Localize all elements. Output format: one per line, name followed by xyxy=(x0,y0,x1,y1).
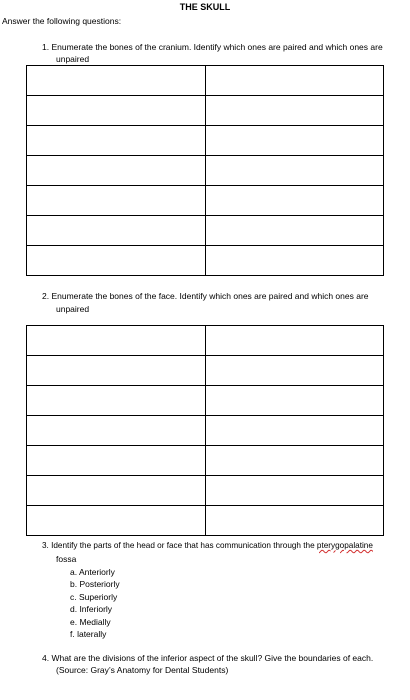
option-item: a. Anteriorly xyxy=(70,567,115,577)
answer-table-2 xyxy=(26,325,384,536)
table-cell[interactable] xyxy=(205,216,384,246)
option-item: e. Medially xyxy=(70,617,111,627)
table-cell[interactable] xyxy=(27,66,206,96)
table-cell[interactable] xyxy=(27,356,206,386)
table-row xyxy=(27,446,384,476)
option-item: b. Posteriorly xyxy=(70,579,120,589)
table-cell[interactable] xyxy=(27,246,206,276)
table-cell[interactable] xyxy=(27,386,206,416)
table-cell[interactable] xyxy=(205,156,384,186)
question-2-text-cont: unpaired xyxy=(56,304,90,314)
table-cell[interactable] xyxy=(205,386,384,416)
table-cell[interactable] xyxy=(27,156,206,186)
table-row xyxy=(27,356,384,386)
instructions: Answer the following questions: xyxy=(2,16,122,26)
table-row xyxy=(27,66,384,96)
table-row xyxy=(27,326,384,356)
table-row xyxy=(27,416,384,446)
table-cell[interactable] xyxy=(205,506,384,536)
table-cell[interactable] xyxy=(27,506,206,536)
table-cell[interactable] xyxy=(205,326,384,356)
table-cell[interactable] xyxy=(27,186,206,216)
question-3-text-cont: fossa xyxy=(56,554,77,564)
spellcheck-word: pterygopalatine xyxy=(316,541,373,550)
option-item: c. Superiorly xyxy=(70,592,118,602)
table-cell[interactable] xyxy=(205,476,384,506)
question-4-source: (Source: Gray’s Anatomy for Dental Students) xyxy=(56,665,229,675)
table-cell[interactable] xyxy=(27,446,206,476)
table-cell[interactable] xyxy=(27,416,206,446)
table-cell[interactable] xyxy=(205,66,384,96)
question-1-text-cont: unpaired xyxy=(56,54,90,64)
table-cell[interactable] xyxy=(27,216,206,246)
table-row xyxy=(27,386,384,416)
table-cell[interactable] xyxy=(205,416,384,446)
table-cell[interactable] xyxy=(205,126,384,156)
table-row xyxy=(27,246,384,276)
table-row xyxy=(27,476,384,506)
table-row xyxy=(27,126,384,156)
table-row xyxy=(27,96,384,126)
question-3-text-main: 3. Identify the parts of the head or face that has communication through the xyxy=(42,541,317,550)
table-row xyxy=(27,186,384,216)
question-2-text: 2. Enumerate the bones of the face. Identify which ones are paired and which ones are xyxy=(42,291,369,301)
question-4-text: 4. What are the divisions of the inferior aspect of the skull? Give the boundaries of each. xyxy=(42,653,374,663)
table-cell[interactable] xyxy=(205,246,384,276)
option-item: d. Inferiorly xyxy=(70,604,113,614)
table-cell[interactable] xyxy=(205,186,384,216)
page-title: THE SKULL xyxy=(179,2,231,12)
table-cell[interactable] xyxy=(205,96,384,126)
table-cell[interactable] xyxy=(205,446,384,476)
table-cell[interactable] xyxy=(205,356,384,386)
question-3-text xyxy=(42,541,373,550)
table-cell[interactable] xyxy=(27,476,206,506)
table-row xyxy=(27,156,384,186)
option-item: f. laterally xyxy=(70,629,107,639)
table-row xyxy=(27,506,384,536)
answer-table-1 xyxy=(26,65,384,276)
table-cell[interactable] xyxy=(27,126,206,156)
table-cell[interactable] xyxy=(27,96,206,126)
table-row xyxy=(27,216,384,246)
table-cell[interactable] xyxy=(27,326,206,356)
question-1-text: 1. Enumerate the bones of the cranium. Identify which ones are paired and which ones are xyxy=(42,42,383,52)
